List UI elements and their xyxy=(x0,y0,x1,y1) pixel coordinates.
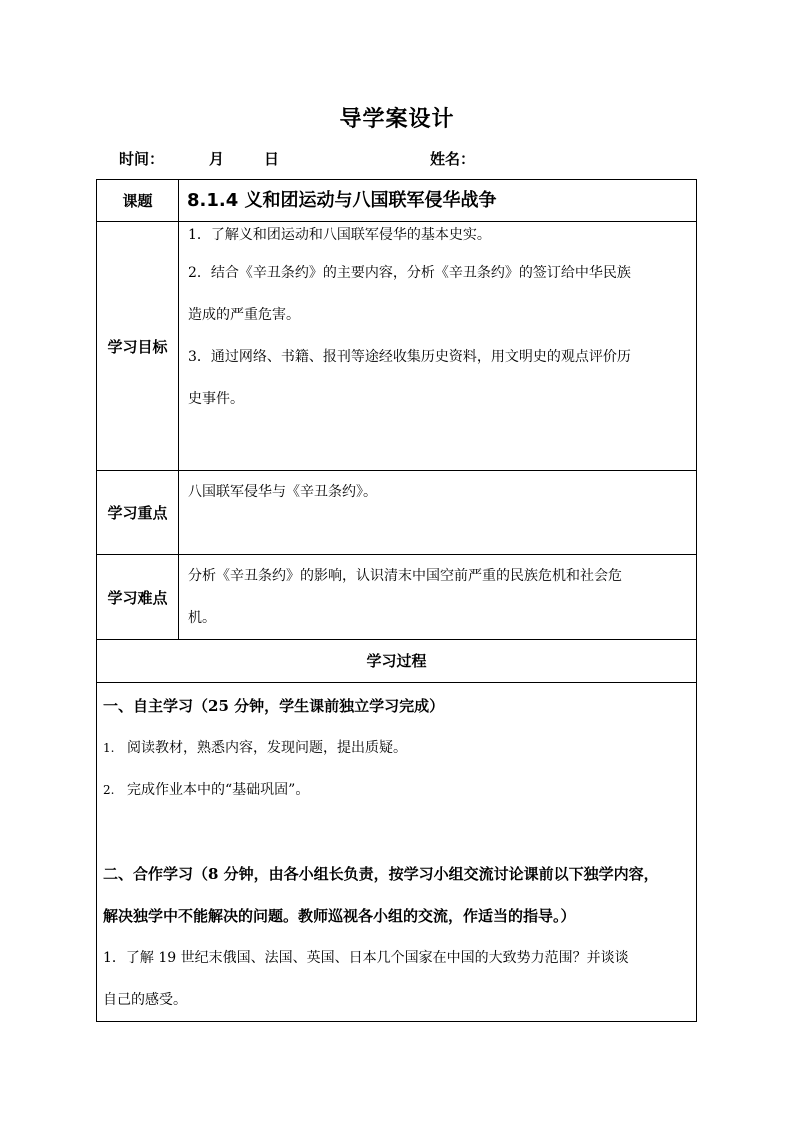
objectives-cell xyxy=(179,222,697,471)
lesson-title: 8.1.4 义和团运动与八国联军侵华战争 xyxy=(187,190,497,211)
item-number: 1. xyxy=(103,741,115,755)
lesson-plan-table xyxy=(96,179,697,1022)
objectives-label: 学习目标 xyxy=(97,222,179,471)
key-points-label: 学习重点 xyxy=(97,471,179,555)
objectives-row xyxy=(97,222,697,471)
difficulties-cell xyxy=(179,555,697,640)
objective-3-cont: 史事件。 xyxy=(188,391,244,407)
topic-cell xyxy=(179,180,697,222)
key-points-cell xyxy=(179,471,697,555)
key-points-row xyxy=(97,471,697,555)
topic-row xyxy=(97,180,697,222)
process-body-row xyxy=(97,683,697,1022)
difficulties-row xyxy=(97,555,697,640)
cooperative-question-1-cont: 自己的感受。 xyxy=(103,992,187,1008)
key-points-text: 八国联军侵华与《辛丑条约》。 xyxy=(188,484,377,500)
difficulties-line-2: 机。 xyxy=(188,610,216,626)
self-study-item-2 xyxy=(103,769,688,811)
self-study-item-1 xyxy=(103,727,688,769)
month-label: 月 xyxy=(209,150,225,168)
objective-1: 1．了解义和团运动和八国联军侵华的基本史实。 xyxy=(188,227,491,243)
document-title: 导学案设计 xyxy=(339,106,455,132)
objective-3: 3．通过网络、书籍、报刊等途经收集历史资料，用文明史的观点评价历 xyxy=(188,349,631,365)
item-number: 2. xyxy=(103,783,115,797)
difficulties-label: 学习难点 xyxy=(97,555,179,640)
cooperative-heading-line-1: 二、合作学习（8 分钟，由各小组长负责，按学习小组交流讨论课前以下独学内容， xyxy=(103,865,659,883)
item-text: 完成作业本中的“基础巩固”。 xyxy=(127,782,310,798)
time-label: 时间： xyxy=(119,150,165,168)
item-text: 阅读教材，熟悉内容，发现问题，提出质疑。 xyxy=(127,740,407,756)
blank-line xyxy=(103,811,688,853)
topic-label: 课题 xyxy=(97,180,179,222)
cooperative-question-1: 1．了解 19 世纪末俄国、法国、英国、日本几个国家在中国的大致势力范围？并谈谈 xyxy=(103,950,629,966)
day-label: 日 xyxy=(264,150,280,168)
difficulties-line-1: 分析《辛丑条约》的影响，认识清末中国空前严重的民族危机和社会危 xyxy=(188,568,622,584)
objective-2: 2．结合《辛丑条约》的主要内容，分析《辛丑条约》的签订给中华民族 xyxy=(188,265,631,281)
name-label: 姓名： xyxy=(430,150,476,168)
process-body xyxy=(97,683,697,1022)
cooperative-heading-line-2: 解决独学中不能解决的问题。教师巡视各小组的交流，作适当的指导。） xyxy=(103,907,576,925)
process-header: 学习过程 xyxy=(97,640,697,683)
process-header-row xyxy=(97,640,697,683)
self-study-heading: 一、自主学习（25 分钟，学生课前独立学习完成） xyxy=(103,697,445,715)
objective-2-cont: 造成的严重危害。 xyxy=(188,307,300,323)
